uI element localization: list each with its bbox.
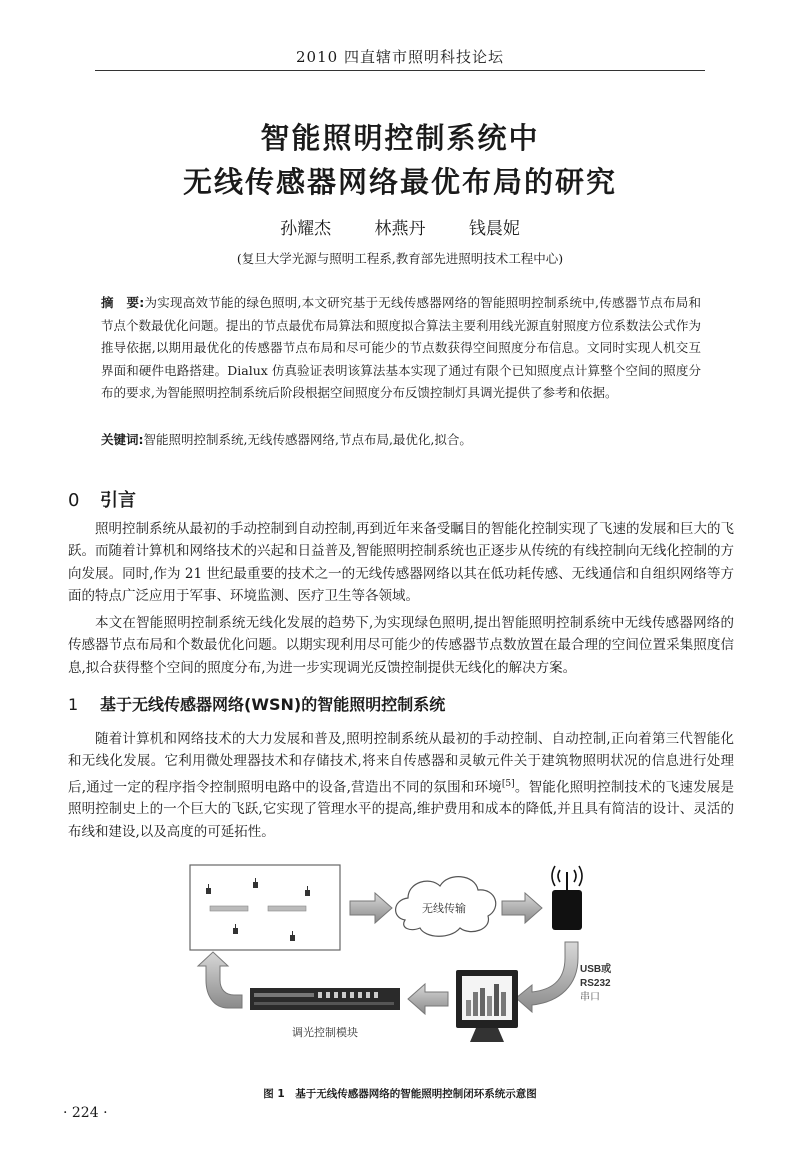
citation-ref: [5] — [501, 778, 515, 789]
system-diagram — [180, 860, 620, 1085]
paragraph: 照明控制系统从最初的手动控制到自动控制,再到近年来备受瞩目的智能化控制实现了飞速的发展和巨大的飞跃。而随着计算机和网络技术的兴起和日益普及,智能照明控制系统也正逐步从传统的有线控制向无线化控制的方向发展。同时,作为 21 世纪最重要的技术之一的无线传感器网络以其在低功耗传感、无线通信和自组织网络等方面的特点广泛应用于军事、环境监测、医疗卫生等各领域。 — [68, 521, 734, 604]
keywords-text: 智能照明控制系统,无线传感器网络,节点布局,最优化,拟合。 — [143, 432, 472, 447]
header-rule — [95, 70, 705, 71]
keywords — [101, 429, 701, 451]
curved-arrow-icon — [516, 942, 578, 1012]
section-title: 引言 — [100, 490, 136, 511]
wireless-receiver-icon — [552, 866, 582, 930]
arrow-right-icon — [350, 893, 392, 923]
abstract — [101, 292, 701, 405]
curved-arrow-icon — [198, 952, 242, 1008]
dimming-module-icon — [250, 988, 400, 1010]
abstract-text: 为实现高效节能的绿色照明,本文研究基于无线传感器网络的智能照明控制系统中,传感器节点布局和节点个数最优化问题。提出的节点最优布局算法和照度拟合算法主要利用线光源直射照度方位系数法公式作为推导依据,以期用最优化的传感器节点布局和尽可能少的节点数获得空间照度分布信息。文同时实现人机交互界面和硬件电路搭建。Dialux 仿真验证表明该算法基本实现了通过有限个已知照度点计算整个空间的照度分布的要求,为智能照明控制系统后阶段根据空间照度分布反馈控制灯具调光提供了参考和依据。 — [101, 295, 702, 400]
figure-caption: 图 1 基于无线传感器网络的智能照明控制闭环系统示意图 — [263, 1088, 537, 1100]
page-number: · 224 · — [63, 1105, 108, 1121]
paragraph: 本文在智能照明控制系统无线化发展的趋势下,为实现绿色照明,提出智能照明控制系统中无线传感器网络的传感器节点布局和个数最优化问题。以期实现利用尽可能少的传感器节点数放置在最合理的空间位置采集照度信息,拟合获得整个空间的照度分布,为进一步实现调光反馈控制提供无线化的解决方案。 — [68, 615, 734, 676]
paragraph-text: 随着计算机和网络技术的大力发展和普及,照明控制系统从最初的手动控制、自动控制,正向着第三代智能化和无线化发展。它利用微处理器技术和存储技术,将来自传感器和灵敏元件关于建筑物照明状况的信息进行处理后,通过一定的程序指令控制照明电路中的设备,营造出不同的氛围和环境 — [68, 731, 734, 796]
paper-title-line-1: 智能照明控制系统中 — [260, 121, 540, 155]
module-label: 调光控制模块 — [292, 1026, 358, 1039]
section-number: 1 — [68, 695, 79, 714]
author: 林燕丹 — [374, 219, 426, 239]
arrow-left-icon — [408, 984, 448, 1014]
paragraph-text: 。智能化照明控制技术的飞速发展是照明控制史上的一个巨大的飞跃,它实现了管理水平的提高,维护费用和成本的降低,并且具有简洁的设计、灵活的布线和建设,以及高度的可延拓性。 — [68, 779, 734, 840]
sensor-room — [190, 865, 340, 950]
arrow-right-icon — [502, 893, 542, 923]
usb-label: RS232 — [580, 978, 611, 989]
section-heading — [68, 692, 445, 715]
computer-monitor-icon — [456, 970, 518, 1042]
paper-title-line-2: 无线传感器网络最优布局的研究 — [182, 165, 617, 199]
section-title: 基于无线传感器网络(WSN)的智能照明控制系统 — [100, 695, 446, 714]
author: 钱晨妮 — [468, 219, 520, 239]
section-heading — [68, 486, 136, 512]
affiliation: (复旦大学光源与照明工程系,教育部先进照明技术工程中心) — [236, 251, 564, 266]
paragraph — [68, 728, 734, 843]
author: 孙耀杰 — [280, 219, 332, 239]
usb-label: USB或 — [580, 964, 612, 975]
author-list — [0, 214, 800, 239]
usb-label: 串口 — [580, 992, 600, 1003]
cloud-label: 无线传输 — [422, 902, 466, 915]
abstract-label: 摘 要: — [101, 295, 145, 310]
keywords-label: 关键词: — [101, 432, 144, 447]
running-head: 2010 四直辖市照明科技论坛 — [296, 48, 504, 66]
section-number: 0 — [68, 490, 80, 511]
